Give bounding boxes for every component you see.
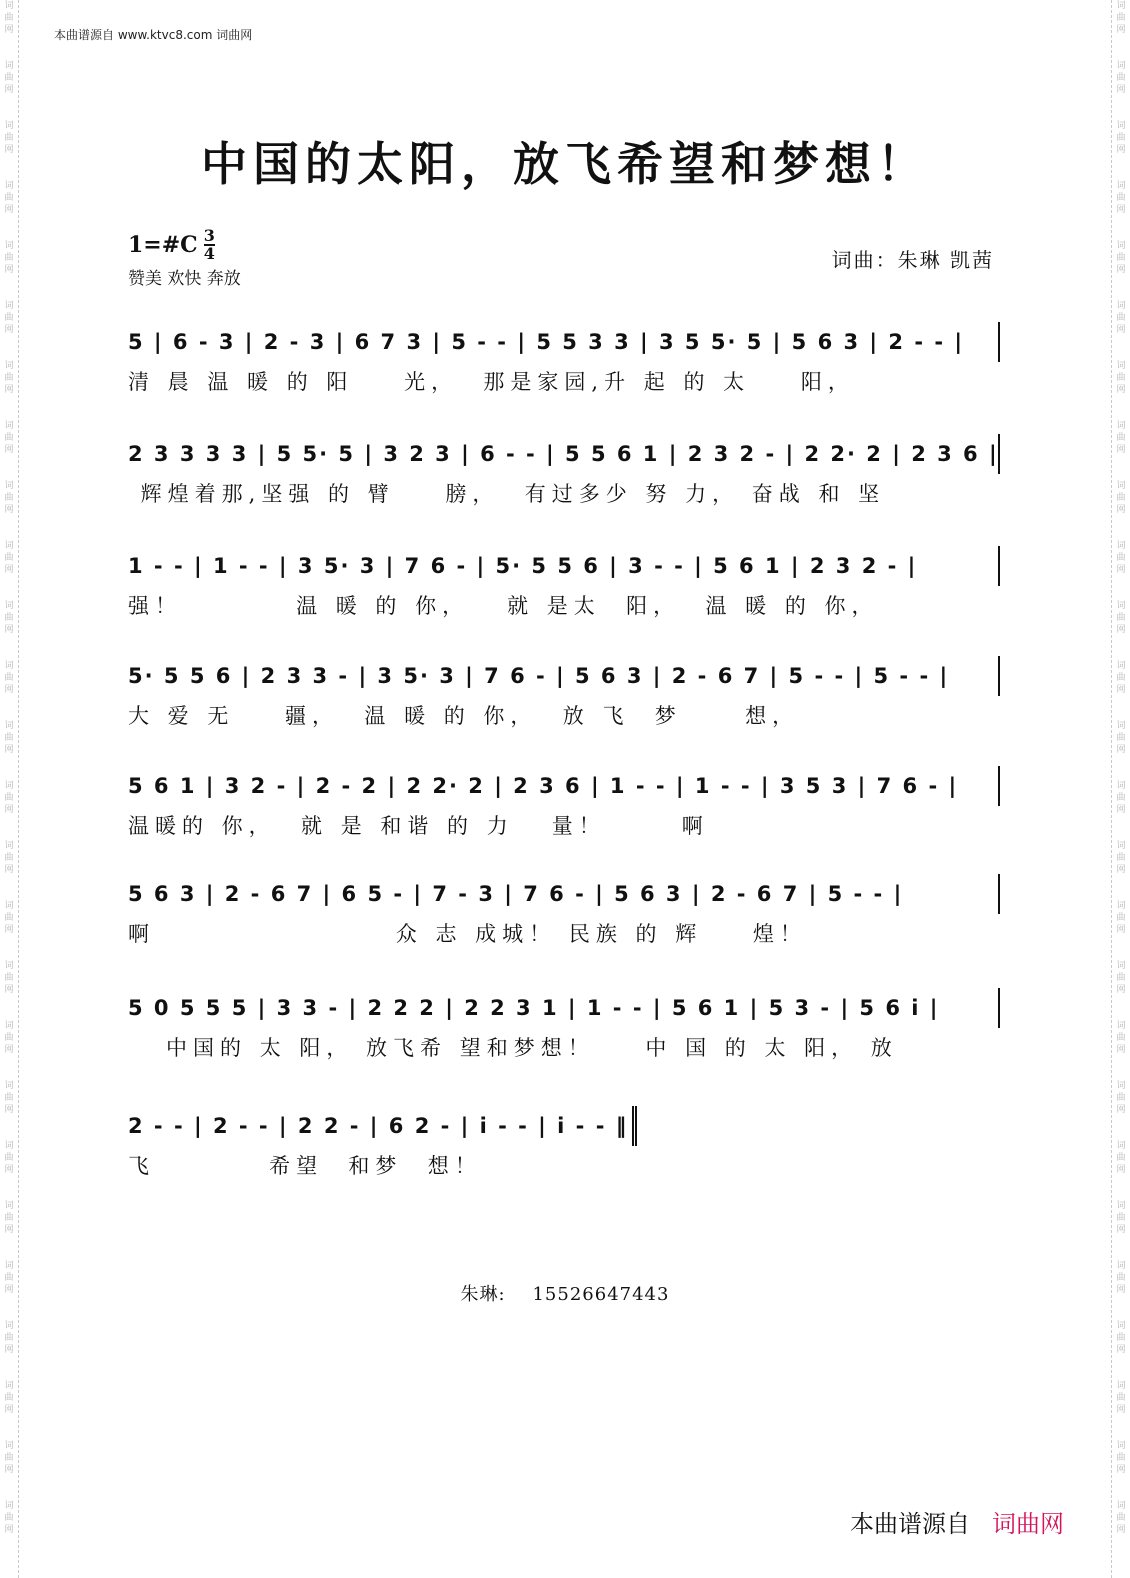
lyrics-line: 强！ 温 暖 的 你， 就 是太 阳， 温 暖 的 你，	[128, 594, 879, 618]
side-watermark: 词曲网	[4, 541, 14, 575]
song-title: 中国的太阳，放飞希望和梦想！	[201, 137, 929, 191]
side-watermark: 词曲网	[4, 301, 14, 335]
side-watermark: 词曲网	[1116, 1, 1126, 35]
side-watermark: 词曲网	[4, 61, 14, 95]
meter-top: 3	[203, 226, 215, 245]
key-label: 1=#C	[128, 232, 198, 258]
score-system-4	[128, 656, 1000, 730]
side-watermark: 词曲网	[1116, 901, 1126, 935]
side-watermark: 词曲网	[4, 361, 14, 395]
side-watermark: 词曲网	[1116, 661, 1126, 695]
side-watermark: 词曲网	[4, 721, 14, 755]
right-watermark-strip	[1111, 0, 1130, 1578]
side-watermark: 词曲网	[4, 1261, 14, 1295]
notation-line: 5· 5 5 6 | 2 3 3 - | 3 5· 3 | 7 6 - | 5 6 3 | 2 - 6 7 | 5 - - | 5 - - |	[128, 656, 1000, 696]
key-signature	[128, 228, 215, 262]
side-watermark: 词曲网	[4, 901, 14, 935]
footer-brand: 词曲网	[992, 1510, 1064, 1538]
score-system-2	[128, 434, 1000, 508]
side-watermark: 词曲网	[4, 1381, 14, 1415]
credits: 词曲：朱琳 凯茜	[831, 248, 994, 272]
lyrics-line: 中国的 太 阳， 放飞希 望和梦想！ 中 国 的 太 阳， 放	[128, 1036, 898, 1060]
side-watermark: 词曲网	[1116, 61, 1126, 95]
side-watermark: 词曲网	[1116, 781, 1126, 815]
side-watermark: 词曲网	[1116, 241, 1126, 275]
side-watermark: 词曲网	[4, 1141, 14, 1175]
side-watermark: 词曲网	[4, 601, 14, 635]
footer-source: 本曲谱源自	[850, 1510, 970, 1538]
side-watermark: 词曲网	[1116, 1381, 1126, 1415]
contact-info	[0, 1280, 1130, 1306]
side-watermark: 词曲网	[4, 1201, 14, 1235]
lyrics-line: 辉煌着那,坚强 的 臂 膀， 有过多少 努 力， 奋战 和 坚	[128, 482, 886, 506]
side-watermark: 词曲网	[4, 1441, 14, 1475]
notation-line: 2 - - | 2 - - | 2 2 - | 6 2 - | i - - | i - - ‖	[128, 1106, 637, 1146]
side-watermark: 词曲网	[1116, 301, 1126, 335]
side-watermark: 词曲网	[4, 481, 14, 515]
footer	[850, 1504, 1064, 1539]
lyrics-line: 啊 众 志 成城！ 民族 的 辉 煌！	[128, 922, 807, 946]
side-watermark: 词曲网	[4, 1501, 14, 1535]
side-watermark: 词曲网	[1116, 1141, 1126, 1175]
notation-line: 2 3 3 3 3 | 5 5· 5 | 3 2 3 | 6 - - | 5 5 6 1 | 2 3 2 - | 2 2· 2 | 2 3 6 |	[128, 434, 1000, 474]
meter-bottom: 4	[203, 244, 215, 263]
side-watermark: 词曲网	[4, 421, 14, 455]
score-system-8	[128, 1106, 1000, 1180]
side-watermark: 词曲网	[1116, 1261, 1126, 1295]
score-system-7	[128, 988, 1000, 1062]
lyrics-line: 温暖的 你， 就 是 和谐 的 力 量！ 啊	[128, 814, 709, 838]
side-watermark: 词曲网	[1116, 1081, 1126, 1115]
left-watermark-strip	[0, 0, 19, 1578]
side-watermark: 词曲网	[4, 661, 14, 695]
contact-name: 朱琳:	[460, 1284, 506, 1305]
side-watermark: 词曲网	[1116, 121, 1126, 155]
notation-line: 5 6 1 | 3 2 - | 2 - 2 | 2 2· 2 | 2 3 6 | 1 - - | 1 - - | 3 5 3 | 7 6 - |	[128, 766, 1000, 806]
side-watermark: 词曲网	[1116, 841, 1126, 875]
side-watermark: 词曲网	[1116, 361, 1126, 395]
time-signature	[204, 228, 215, 262]
lyrics-line: 大 爱 无 疆， 温 暖 的 你， 放 飞 梦 想，	[128, 704, 800, 728]
notation-line: 5 | 6 - 3 | 2 - 3 | 6 7 3 | 5 - - | 5 5 3 3 | 3 5 5· 5 | 5 6 3 | 2 - - |	[128, 322, 1000, 362]
side-watermark: 词曲网	[4, 1021, 14, 1055]
notation-line: 5 6 3 | 2 - 6 7 | 6 5 - | 7 - 3 | 7 6 - | 5 6 3 | 2 - 6 7 | 5 - - |	[128, 874, 1000, 914]
side-watermark: 词曲网	[1116, 601, 1126, 635]
notation-line: 5 0 5 5 5 | 3 3 - | 2 2 2 | 2 2 3 1 | 1 - - | 5 6 1 | 5 3 - | 5 6 i |	[128, 988, 1000, 1028]
side-watermark: 词曲网	[1116, 481, 1126, 515]
side-watermark: 词曲网	[1116, 1201, 1126, 1235]
side-watermark: 词曲网	[1116, 721, 1126, 755]
side-watermark: 词曲网	[1116, 181, 1126, 215]
side-watermark: 词曲网	[4, 1, 14, 35]
side-watermark: 词曲网	[1116, 1441, 1126, 1475]
side-watermark: 词曲网	[4, 961, 14, 995]
side-watermark: 词曲网	[1116, 1321, 1126, 1355]
side-watermark: 词曲网	[1116, 961, 1126, 995]
score-system-6	[128, 874, 1000, 948]
side-watermark: 词曲网	[1116, 1021, 1126, 1055]
side-watermark: 词曲网	[4, 1081, 14, 1115]
header-source-text: 本曲谱源自 www.ktvc8.com 词曲网	[54, 28, 253, 42]
side-watermark: 词曲网	[4, 841, 14, 875]
score-system-3	[128, 546, 1000, 620]
side-watermark: 词曲网	[4, 781, 14, 815]
lyrics-line: 飞 希望 和梦 想！	[128, 1154, 482, 1178]
side-watermark: 词曲网	[4, 241, 14, 275]
side-watermark: 词曲网	[1116, 421, 1126, 455]
side-watermark: 词曲网	[4, 1321, 14, 1355]
notation-line: 1 - - | 1 - - | 3 5· 3 | 7 6 - | 5· 5 5 6 | 3 - - | 5 6 1 | 2 3 2 - |	[128, 546, 1000, 586]
side-watermark: 词曲网	[1116, 541, 1126, 575]
side-watermark: 词曲网	[4, 181, 14, 215]
side-watermark: 词曲网	[1116, 1501, 1126, 1535]
expression-marking: 赞美 欢快 奔放	[128, 269, 241, 289]
score-system-5	[128, 766, 1000, 840]
score-system-1	[128, 322, 1000, 396]
side-watermark: 词曲网	[4, 121, 14, 155]
lyrics-line: 清 晨 温 暖 的 阳 光， 那是家园,升 起 的 太 阳，	[128, 370, 855, 394]
contact-phone: 15526647443	[532, 1284, 670, 1305]
